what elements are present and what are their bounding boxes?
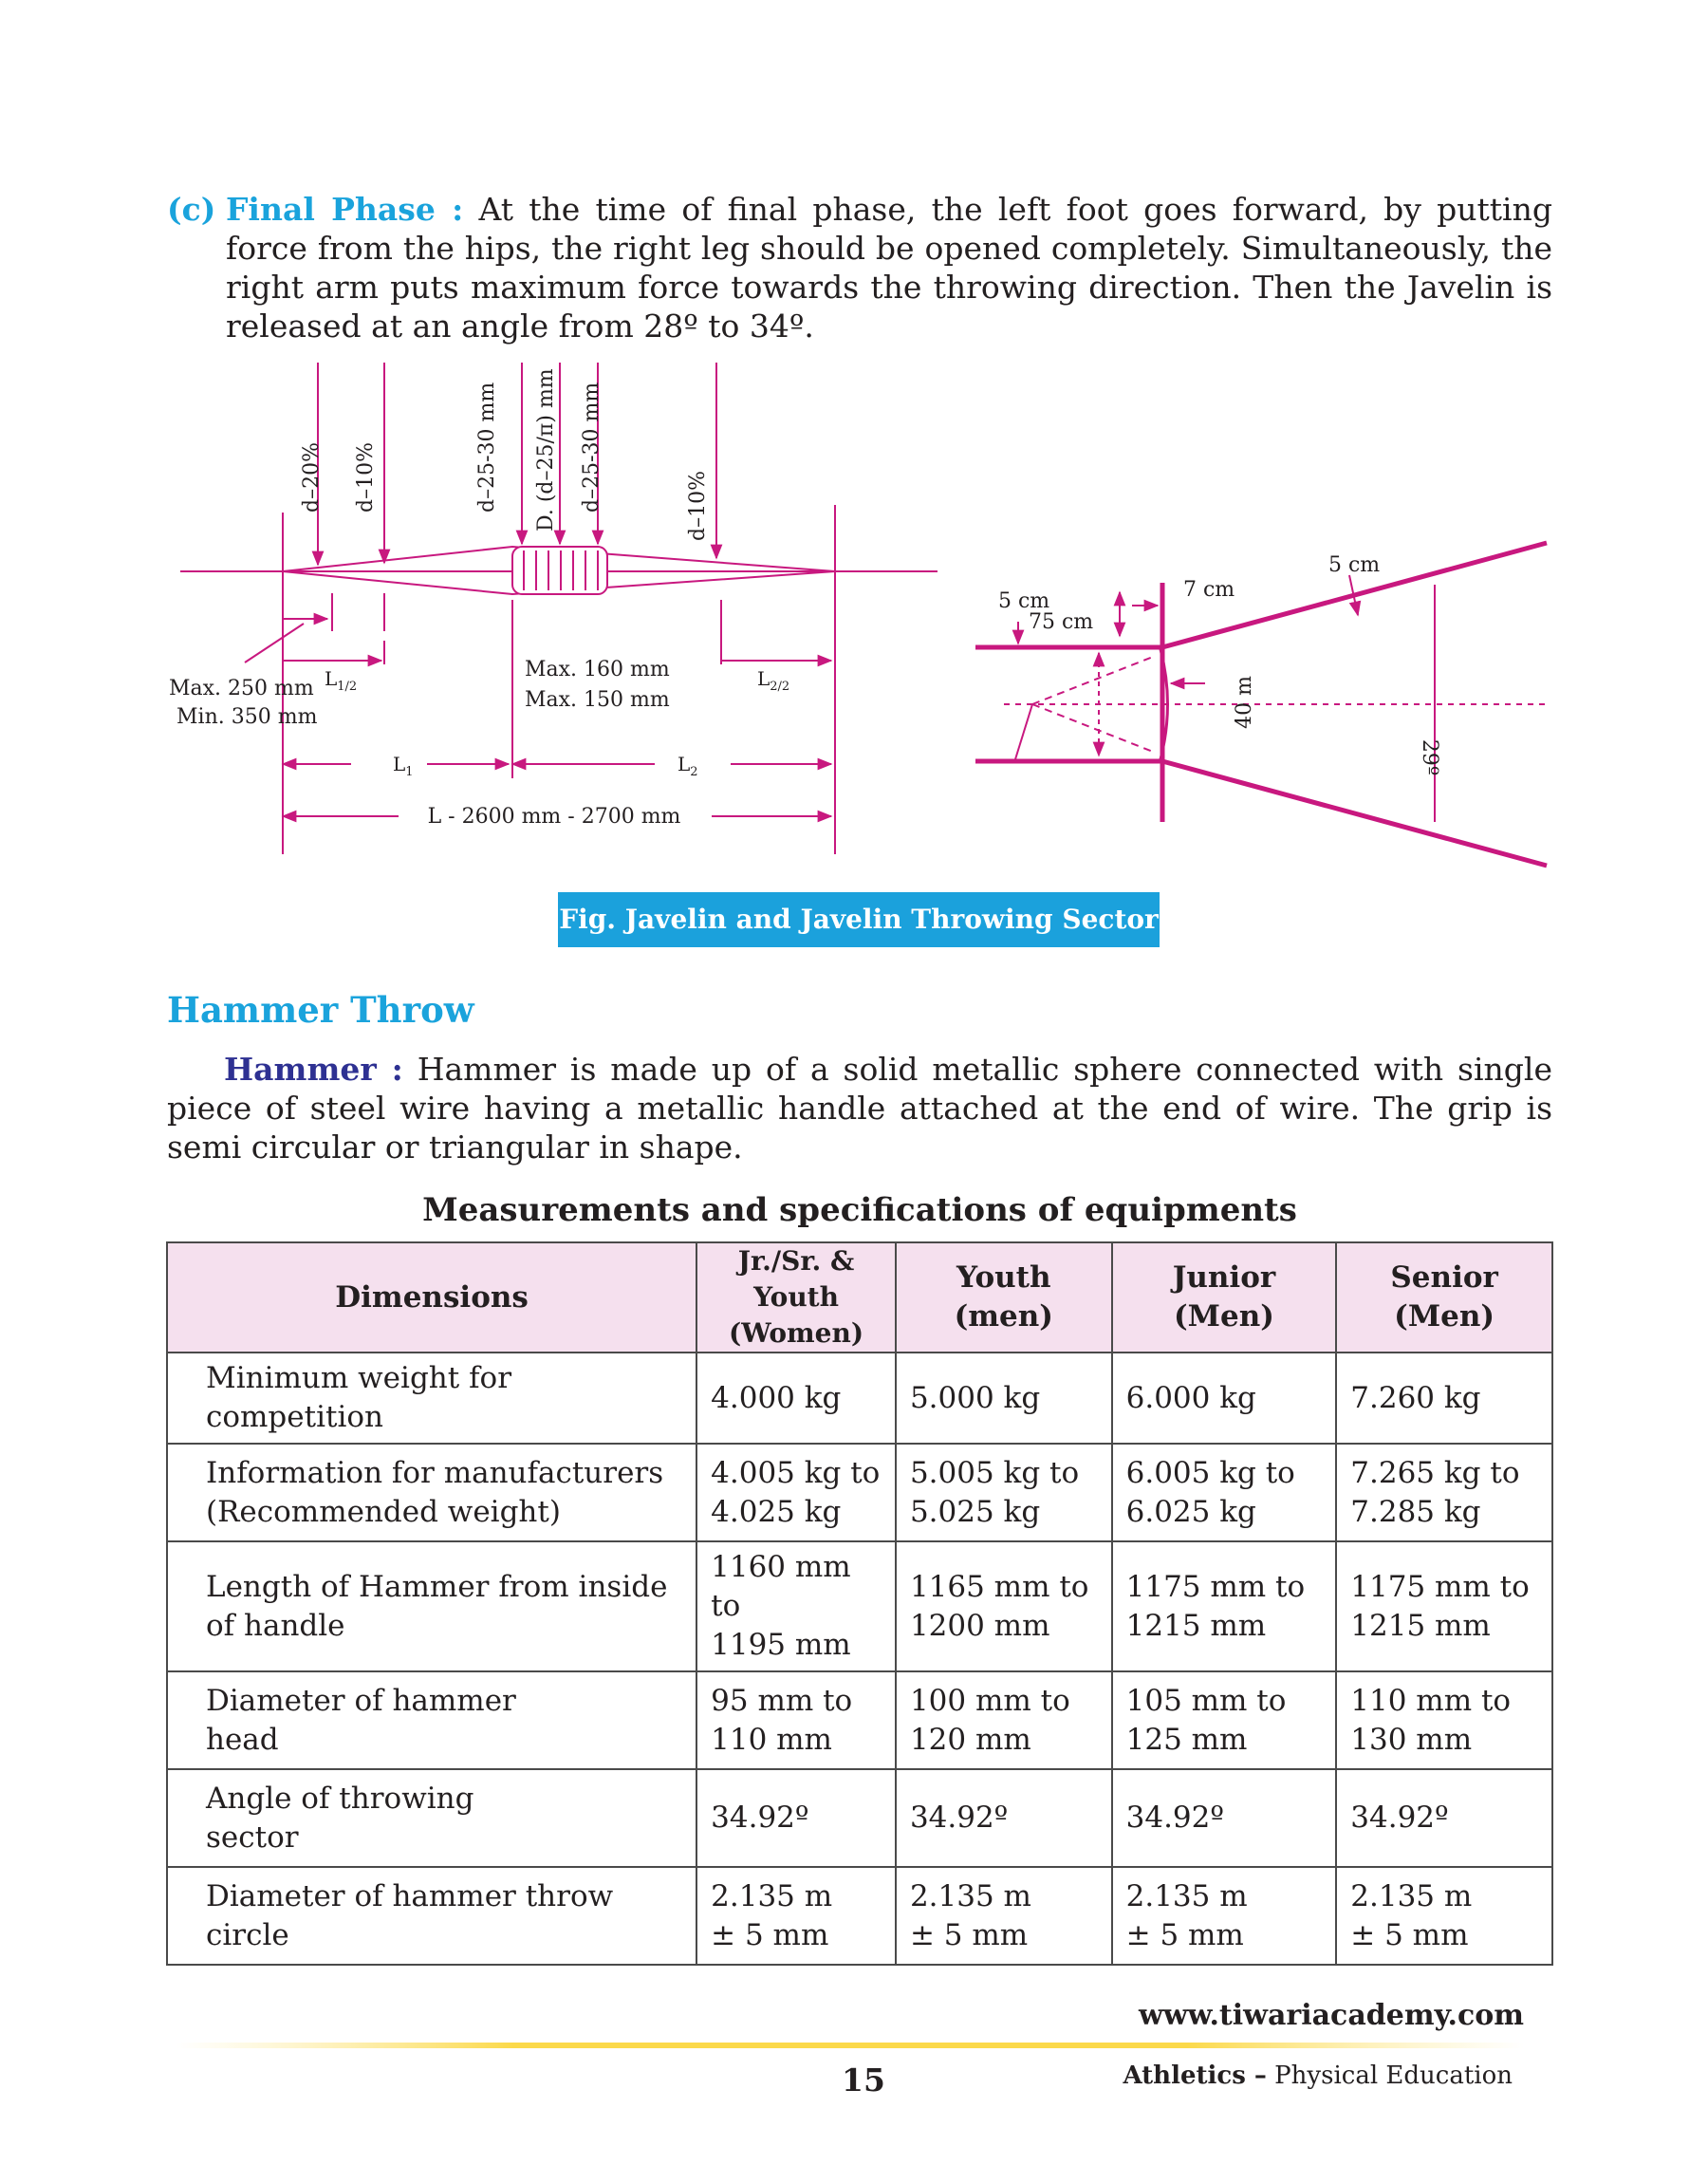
table-cell: 2.135 m ± 5 mm <box>696 1867 896 1965</box>
hammer-text: Hammer is made up of a solid metallic sphere connected with single piece of steel wire having a metallic handle attached at the end of wire. The grip is semi circular or triangular in shape. <box>167 1051 1553 1166</box>
table-row <box>167 1769 1552 1867</box>
table-cell: 6.005 kg to 6.025 kg <box>1112 1444 1337 1541</box>
table-row <box>167 1867 1552 1965</box>
table-cell: 6.000 kg <box>1112 1353 1337 1444</box>
table-title: Measurements and specifications of equipments <box>422 1191 1297 1229</box>
table-cell: 7.265 kg to 7.285 kg <box>1336 1444 1552 1541</box>
table-row <box>167 1541 1552 1671</box>
page-number: 15 <box>842 2062 885 2099</box>
label-d2530-right: d–25-30 mm <box>580 382 603 513</box>
table-cell: 2.135 m ± 5 mm <box>896 1867 1112 1965</box>
header-youth-men: Youth (men) <box>896 1242 1112 1353</box>
label-7cm: 7 cm <box>1183 578 1235 602</box>
hammer-label: Hammer : <box>224 1051 403 1088</box>
label-max150: Max. 150 mm <box>525 688 670 712</box>
table-cell: 34.92º <box>1336 1769 1552 1867</box>
table-cell: 2.135 m ± 5 mm <box>1336 1867 1552 1965</box>
table-row <box>167 1671 1552 1769</box>
label-angle: 29º <box>1418 738 1441 776</box>
label-d2530-left: d–25-30 mm <box>475 382 499 513</box>
hammer-throw-heading: Hammer Throw <box>167 989 474 1031</box>
table-cell: 110 mm to 130 mm <box>1336 1671 1552 1769</box>
footer-subject: Athletics – Physical Education <box>1123 2062 1513 2090</box>
table-cell: 5.000 kg <box>896 1353 1112 1444</box>
table-cell: 1175 mm to 1215 mm <box>1112 1541 1337 1671</box>
sector-drawing <box>975 543 1547 866</box>
table-cell: 34.92º <box>1112 1769 1337 1867</box>
table-cell: 1160 mm to 1195 mm <box>696 1541 896 1671</box>
header-jr-sr-youth-women: Jr./Sr. & Youth (Women) <box>696 1242 896 1353</box>
label-5cm-left: 5 cm <box>998 589 1050 613</box>
specifications-table <box>166 1241 1553 1966</box>
label-min350: Min. 350 mm <box>176 705 318 729</box>
footer-divider <box>176 2041 1524 2050</box>
table-cell: 4.005 kg to 4.025 kg <box>696 1444 896 1541</box>
table-cell: 100 mm to 120 mm <box>896 1671 1112 1769</box>
table-cell: 34.92º <box>896 1769 1112 1867</box>
table-cell: Diameter of hammer throw circle <box>167 1867 696 1965</box>
hammer-paragraph <box>167 1050 1552 1166</box>
javelin-drawing <box>180 363 938 854</box>
table-header-row <box>167 1242 1552 1353</box>
table-cell: 1165 mm to 1200 mm <box>896 1541 1112 1671</box>
figure-caption: Fig. Javelin and Javelin Throwing Sector <box>558 892 1160 947</box>
table-cell: 7.260 kg <box>1336 1353 1552 1444</box>
table-cell: 5.005 kg to 5.025 kg <box>896 1444 1112 1541</box>
header-dimensions: Dimensions <box>167 1242 696 1353</box>
label-l12: $L_{1/2}$ <box>325 667 358 694</box>
final-phase-title: Final Phase : <box>226 191 464 228</box>
label-length: L - 2600 mm - 2700 mm <box>427 805 681 829</box>
table-cell: Length of Hammer from inside of handle <box>167 1541 696 1671</box>
section-label: (c) <box>167 191 216 228</box>
table-cell: 95 mm to 110 mm <box>696 1671 896 1769</box>
label-max250: Max. 250 mm <box>169 677 314 700</box>
label-75cm: 75 cm <box>1029 610 1094 634</box>
table-cell: 105 mm to 125 mm <box>1112 1671 1337 1769</box>
table-cell: Diameter of hammer head <box>167 1671 696 1769</box>
table-cell: 34.92º <box>696 1769 896 1867</box>
table-cell: 2.135 m ± 5 mm <box>1112 1867 1337 1965</box>
javelin-diagram <box>161 351 1556 921</box>
label-l22: $L_{2/2}$ <box>757 667 790 694</box>
header-senior-men: Senior (Men) <box>1336 1242 1552 1353</box>
label-5cm-right: 5 cm <box>1328 553 1381 577</box>
label-d10-right: d–10% <box>686 471 710 541</box>
label-D: D. (d–25/π) mm <box>534 368 558 532</box>
label-l1: $L_1$ <box>393 753 414 779</box>
table-cell: Information for manufacturers (Recommended weight) <box>167 1444 696 1541</box>
table-row <box>167 1353 1552 1444</box>
label-l2: $L_2$ <box>678 753 698 779</box>
website-url: www.tiwariacademy.com <box>1139 1999 1525 2032</box>
final-phase-body <box>226 190 1552 345</box>
table-row <box>167 1444 1552 1541</box>
table-cell: Angle of throwing sector <box>167 1769 696 1867</box>
label-d20: d–20% <box>300 442 324 513</box>
table-cell: 1175 mm to 1215 mm <box>1336 1541 1552 1671</box>
label-40m: 40 m <box>1233 676 1256 729</box>
table-cell: Minimum weight for competition <box>167 1353 696 1444</box>
final-phase-paragraph <box>167 190 1552 345</box>
final-phase-text: At the time of final phase, the left foot goes forward, by putting force from the hips, the right leg should be opened completely. Simultaneously, the right arm puts maximum force towards the throwing direction. Then the Javelin is released at an angle from 28º to 34º. <box>226 191 1552 345</box>
label-max160: Max. 160 mm <box>525 658 670 681</box>
label-d10-left: d–10% <box>354 442 378 513</box>
header-junior-men: Junior (Men) <box>1112 1242 1337 1353</box>
table-cell: 4.000 kg <box>696 1353 896 1444</box>
